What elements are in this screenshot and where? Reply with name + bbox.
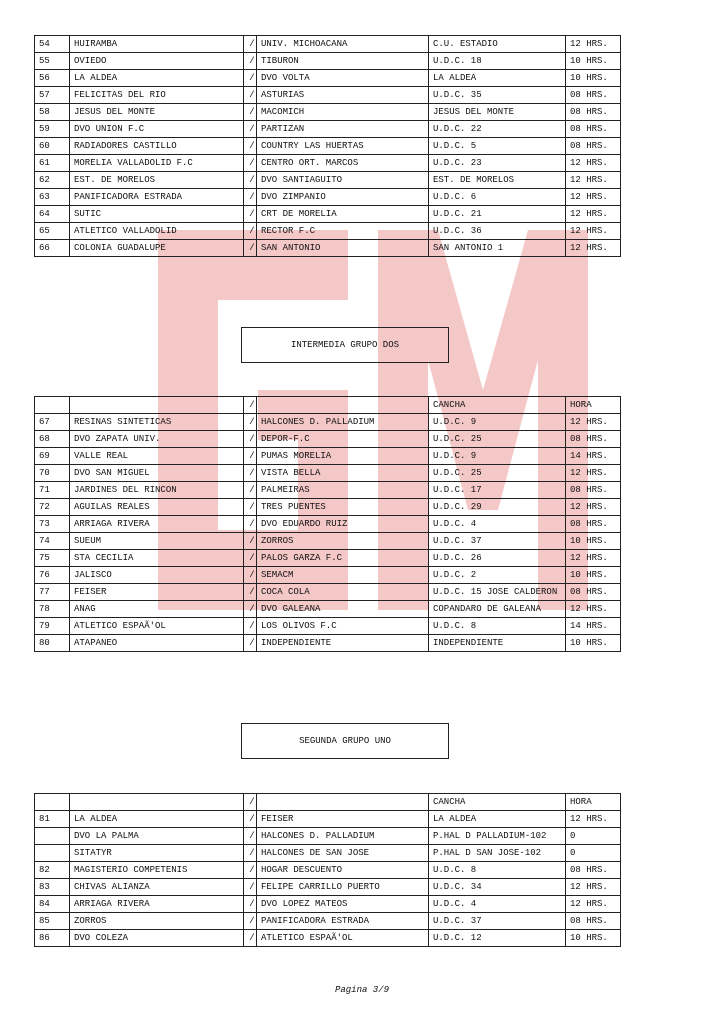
versus-separator-cell: / [244,601,257,618]
versus-separator-cell: / [244,121,257,138]
versus-separator-cell: / [244,862,257,879]
time-cell: 12 HRS. [566,811,621,828]
away-team-cell: PALMEIRAS [257,482,429,499]
away-team-cell: CRT DE MORELIA [257,206,429,223]
home-team-cell: DVO SAN MIGUEL [70,465,244,482]
away-team-cell: RECTOR F.C [257,223,429,240]
home-team-cell: ATLETICO VALLADOLID [70,223,244,240]
field-cell: EST. DE MORELOS [429,172,566,189]
away-team-cell: HALCONES D. PALLADIUM [257,414,429,431]
versus-separator-cell: / [244,533,257,550]
versus-separator-cell: / [244,567,257,584]
table-row [35,533,621,550]
time-cell: 08 HRS. [566,482,621,499]
time-cell: 0 [566,828,621,845]
time-cell: 12 HRS. [566,550,621,567]
field-cell: U.D.C. 36 [429,223,566,240]
field-cell: U.D.C. 9 [429,448,566,465]
time-cell: 08 HRS. [566,104,621,121]
versus-separator-cell: / [244,635,257,652]
home-team-cell: SUTIC [70,206,244,223]
away-team-cell: ZORROS [257,533,429,550]
table-row [35,104,621,121]
home-team-cell: MAGISTERIO COMPETENIS [70,862,244,879]
versus-separator-cell: / [244,397,257,414]
versus-separator-cell: / [244,550,257,567]
match-number-cell: 55 [35,53,70,70]
table-row [35,36,621,53]
table-row [35,70,621,87]
time-cell: 12 HRS. [566,206,621,223]
home-team-cell: CHIVAS ALIANZA [70,879,244,896]
time-cell: 12 HRS. [566,465,621,482]
away-team-cell: ASTURIAS [257,87,429,104]
field-cell: U.D.C. 15 JOSE CALDERON [429,584,566,601]
field-cell: JESUS DEL MONTE [429,104,566,121]
home-team-cell: SITATYR [70,845,244,862]
home-team-cell: JARDINES DEL RINCON [70,482,244,499]
table-row [35,567,621,584]
table-row [35,601,621,618]
time-cell: 08 HRS. [566,584,621,601]
table-row [35,635,621,652]
home-team-cell: FEISER [70,584,244,601]
home-team-cell: ANAG [70,601,244,618]
match-number-cell: 67 [35,414,70,431]
versus-separator-cell: / [244,482,257,499]
away-team-cell: DVO VOLTA [257,70,429,87]
away-team-cell: MACOMICH [257,104,429,121]
field-cell: U.D.C. 25 [429,465,566,482]
home-team-cell: JALISCO [70,567,244,584]
away-team-cell: FEISER [257,811,429,828]
time-cell: 08 HRS. [566,862,621,879]
versus-separator-cell: / [244,53,257,70]
versus-separator-cell: / [244,87,257,104]
table-row [35,811,621,828]
time-cell: 08 HRS. [566,121,621,138]
versus-separator-cell: / [244,223,257,240]
match-number-cell: 65 [35,223,70,240]
time-cell: 10 HRS. [566,930,621,947]
versus-separator-cell: / [244,584,257,601]
match-number-cell: 83 [35,879,70,896]
versus-separator-cell: / [244,104,257,121]
away-team-cell: HALCONES D. PALLADIUM [257,828,429,845]
field-cell: U.D.C. 2 [429,567,566,584]
versus-separator-cell: / [244,811,257,828]
versus-separator-cell: / [244,414,257,431]
home-team-cell: DVO LA PALMA [70,828,244,845]
away-team-cell: SEMACM [257,567,429,584]
table-row [35,465,621,482]
time-cell: 12 HRS. [566,189,621,206]
time-cell: 08 HRS. [566,913,621,930]
time-cell: 08 HRS. [566,431,621,448]
home-team-cell: MORELIA VALLADOLID F.C [70,155,244,172]
time-cell: 08 HRS. [566,138,621,155]
match-number-cell: 81 [35,811,70,828]
versus-separator-cell: / [244,431,257,448]
time-cell: 12 HRS. [566,896,621,913]
time-cell: 10 HRS. [566,533,621,550]
away-team-cell: SAN ANTONIO [257,240,429,257]
away-team-cell: DVO LOPEZ MATEOS [257,896,429,913]
home-team-cell: FELICITAS DEL RIO [70,87,244,104]
match-number-cell: 73 [35,516,70,533]
match-number-cell [35,794,70,811]
time-cell: 12 HRS. [566,223,621,240]
home-team-cell: LA ALDEA [70,70,244,87]
versus-separator-cell: / [244,172,257,189]
schedule-table-3 [34,793,621,947]
table-row [35,896,621,913]
table-row [35,550,621,567]
match-number-cell: 60 [35,138,70,155]
away-team-cell [257,397,429,414]
away-team-cell: PUMAS MORELIA [257,448,429,465]
versus-separator-cell: / [244,896,257,913]
match-number-cell: 80 [35,635,70,652]
home-team-cell: ATLETICO ESPAÃ'OL [70,618,244,635]
home-team-cell: COLONIA GUADALUPE [70,240,244,257]
away-team-cell: PALOS GARZA F.C [257,550,429,567]
away-team-cell: LOS OLIVOS F.C [257,618,429,635]
time-cell: 14 HRS. [566,618,621,635]
field-cell: CANCHA [429,794,566,811]
time-cell: 14 HRS. [566,448,621,465]
match-number-cell: 79 [35,618,70,635]
match-number-cell: 57 [35,87,70,104]
home-team-cell: DVO COLEZA [70,930,244,947]
time-cell: 10 HRS. [566,635,621,652]
match-number-cell: 61 [35,155,70,172]
match-number-cell: 54 [35,36,70,53]
match-number-cell: 86 [35,930,70,947]
table-row [35,499,621,516]
match-number-cell: 59 [35,121,70,138]
table-row [35,397,621,414]
group-title-segunda: SEGUNDA GRUPO UNO [241,723,449,759]
home-team-cell: PANIFICADORA ESTRADA [70,189,244,206]
field-cell: U.D.C. 17 [429,482,566,499]
field-cell: U.D.C. 25 [429,431,566,448]
field-cell: U.D.C. 35 [429,87,566,104]
home-team-cell: ATAPANEO [70,635,244,652]
versus-separator-cell: / [244,70,257,87]
home-team-cell [70,794,244,811]
field-cell: U.D.C. 37 [429,913,566,930]
versus-separator-cell: / [244,138,257,155]
table-row [35,448,621,465]
field-cell: U.D.C. 4 [429,516,566,533]
home-team-cell: DVO UNION F.C [70,121,244,138]
match-number-cell: 69 [35,448,70,465]
match-number-cell: 74 [35,533,70,550]
field-cell: P.HAL D PALLADIUM-102 [429,828,566,845]
field-cell: U.D.C. 26 [429,550,566,567]
home-team-cell: JESUS DEL MONTE [70,104,244,121]
home-team-cell: STA CECILIA [70,550,244,567]
table-row [35,189,621,206]
away-team-cell: TIBURON [257,53,429,70]
away-team-cell: COUNTRY LAS HUERTAS [257,138,429,155]
home-team-cell: RESINAS SINTETICAS [70,414,244,431]
home-team-cell: RADIADORES CASTILLO [70,138,244,155]
field-cell: U.D.C. 4 [429,896,566,913]
table-row [35,206,621,223]
home-team-cell: LA ALDEA [70,811,244,828]
field-cell: U.D.C. 8 [429,618,566,635]
away-team-cell: ATLETICO ESPAÃ'OL [257,930,429,947]
away-team-cell: PANIFICADORA ESTRADA [257,913,429,930]
time-cell: 08 HRS. [566,516,621,533]
versus-separator-cell: / [244,913,257,930]
time-cell: HORA [566,794,621,811]
match-number-cell: 62 [35,172,70,189]
time-cell: 10 HRS. [566,567,621,584]
field-cell: U.D.C. 22 [429,121,566,138]
field-cell: CANCHA [429,397,566,414]
away-team-cell: VISTA BELLA [257,465,429,482]
field-cell: U.D.C. 21 [429,206,566,223]
table-row [35,223,621,240]
home-team-cell: DVO ZAPATA UNIV. [70,431,244,448]
match-number-cell: 70 [35,465,70,482]
field-cell: U.D.C. 34 [429,879,566,896]
away-team-cell: COCA COLA [257,584,429,601]
table-row [35,584,621,601]
time-cell: 12 HRS. [566,155,621,172]
home-team-cell: ARRIAGA RIVERA [70,516,244,533]
field-cell: SAN ANTONIO 1 [429,240,566,257]
versus-separator-cell: / [244,930,257,947]
table-row [35,138,621,155]
table-row [35,845,621,862]
away-team-cell: DVO EDUARDO RUIZ [257,516,429,533]
table-row [35,879,621,896]
time-cell: 12 HRS. [566,240,621,257]
versus-separator-cell: / [244,828,257,845]
home-team-cell: ZORROS [70,913,244,930]
table-row [35,240,621,257]
versus-separator-cell: / [244,240,257,257]
match-number-cell: 77 [35,584,70,601]
time-cell: 10 HRS. [566,70,621,87]
table-row [35,172,621,189]
match-number-cell: 75 [35,550,70,567]
time-cell: 12 HRS. [566,879,621,896]
table-row [35,414,621,431]
home-team-cell: OVIEDO [70,53,244,70]
away-team-cell: DVO GALEANA [257,601,429,618]
away-team-cell: INDEPENDIENTE [257,635,429,652]
match-number-cell: 84 [35,896,70,913]
table-row [35,482,621,499]
match-number-cell: 56 [35,70,70,87]
field-cell: LA ALDEA [429,811,566,828]
time-cell: 12 HRS. [566,601,621,618]
table-row [35,618,621,635]
field-cell: LA ALDEA [429,70,566,87]
field-cell: U.D.C. 8 [429,862,566,879]
table-row [35,516,621,533]
table-row [35,121,621,138]
table-row [35,431,621,448]
table-row [35,87,621,104]
match-number-cell [35,845,70,862]
match-number-cell [35,397,70,414]
table-row [35,155,621,172]
group-title-intermedia: INTERMEDIA GRUPO DOS [241,327,449,363]
match-number-cell: 85 [35,913,70,930]
field-cell: INDEPENDIENTE [429,635,566,652]
table-row [35,862,621,879]
versus-separator-cell: / [244,499,257,516]
away-team-cell: HALCONES DE SAN JOSE [257,845,429,862]
versus-separator-cell: / [244,36,257,53]
away-team-cell: TRES PUENTES [257,499,429,516]
match-number-cell: 72 [35,499,70,516]
time-cell: 12 HRS. [566,36,621,53]
versus-separator-cell: / [244,879,257,896]
away-team-cell: FELIPE CARRILLO PUERTO [257,879,429,896]
home-team-cell: VALLE REAL [70,448,244,465]
match-number-cell: 63 [35,189,70,206]
match-number-cell: 64 [35,206,70,223]
field-cell: U.D.C. 37 [429,533,566,550]
table-row [35,794,621,811]
home-team-cell: ARRIAGA RIVERA [70,896,244,913]
page-number: Pagina 3/9 [334,985,389,995]
match-number-cell: 82 [35,862,70,879]
field-cell: U.D.C. 29 [429,499,566,516]
home-team-cell: AGUILAS REALES [70,499,244,516]
time-cell: 10 HRS. [566,53,621,70]
schedule-table-1 [34,35,621,257]
away-team-cell: UNIV. MICHOACANA [257,36,429,53]
field-cell: U.D.C. 5 [429,138,566,155]
field-cell: U.D.C. 23 [429,155,566,172]
home-team-cell [70,397,244,414]
field-cell: C.U. ESTADIO [429,36,566,53]
time-cell: 0 [566,845,621,862]
time-cell: 08 HRS. [566,87,621,104]
field-cell: U.D.C. 18 [429,53,566,70]
away-team-cell: HOGAR DESCUENTO [257,862,429,879]
table-row [35,828,621,845]
away-team-cell: PARTIZAN [257,121,429,138]
time-cell: 12 HRS. [566,172,621,189]
match-number-cell: 66 [35,240,70,257]
versus-separator-cell: / [244,618,257,635]
match-number-cell: 76 [35,567,70,584]
time-cell: 12 HRS. [566,499,621,516]
match-number-cell: 58 [35,104,70,121]
match-number-cell: 78 [35,601,70,618]
versus-separator-cell: / [244,465,257,482]
table-row [35,53,621,70]
match-number-cell: 68 [35,431,70,448]
away-team-cell: CENTRO ORT. MARCOS [257,155,429,172]
home-team-cell: HUIRAMBA [70,36,244,53]
away-team-cell: DVO ZIMPANIO [257,189,429,206]
match-number-cell: 71 [35,482,70,499]
time-cell: HORA [566,397,621,414]
schedule-table-2 [34,396,621,652]
field-cell: P.HAL D SAN JOSE-102 [429,845,566,862]
field-cell: U.D.C. 6 [429,189,566,206]
away-team-cell [257,794,429,811]
away-team-cell: DVO SANTIAGUITO [257,172,429,189]
versus-separator-cell: / [244,516,257,533]
table-row [35,913,621,930]
match-number-cell [35,828,70,845]
field-cell: COPANDARO DE GALEANA [429,601,566,618]
versus-separator-cell: / [244,155,257,172]
versus-separator-cell: / [244,448,257,465]
versus-separator-cell: / [244,845,257,862]
field-cell: U.D.C. 12 [429,930,566,947]
home-team-cell: SUEUM [70,533,244,550]
field-cell: U.D.C. 9 [429,414,566,431]
time-cell: 12 HRS. [566,414,621,431]
versus-separator-cell: / [244,189,257,206]
table-row [35,930,621,947]
versus-separator-cell: / [244,794,257,811]
home-team-cell: EST. DE MORELOS [70,172,244,189]
versus-separator-cell: / [244,206,257,223]
away-team-cell: DEPOR-F.C [257,431,429,448]
